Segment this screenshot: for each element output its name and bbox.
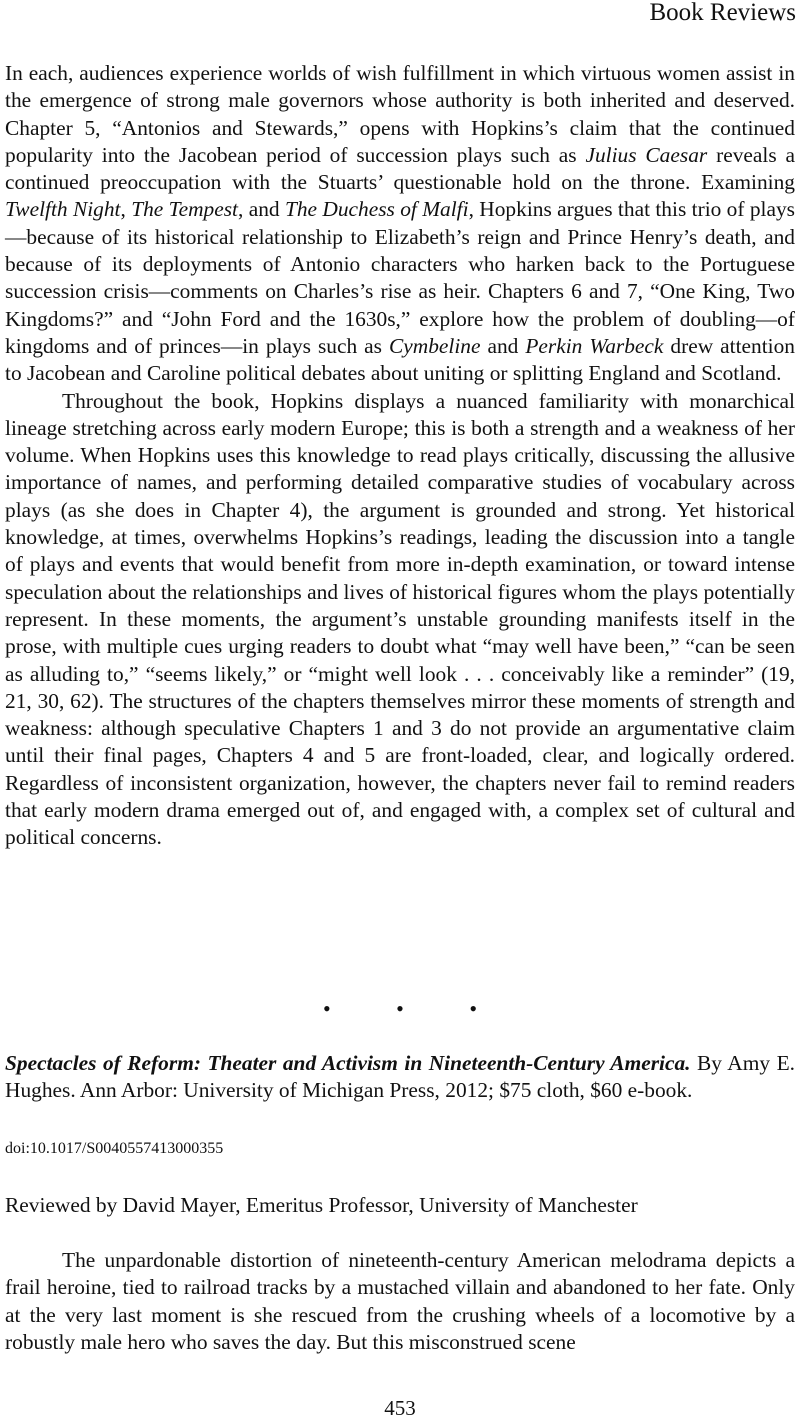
play-title: Perkin Warbeck (525, 333, 664, 358)
review1-paragraph-2: Throughout the book, Hopkins displays a nuanced familiarity with monarchical lineage stretching across early modern Europe; this is both a strength and a weakness of her volume. When Hopkins uses this knowledge to read plays critically, discussing the allusive importance of names, and performing detailed comparative studies of vocabulary across plays (as she does in Chapter 4), the argument is grounded and strong. Yet historical knowledge, at times, overwhelms Hopkins’s readings, leading the discussion into a tangle of plays and events that would benefit from more in-depth examination, or toward intense speculation about the relationships and lives of historical figures whom the plays potentially represent. In these moments, the argument’s unstable grounding manifests itself in the prose, with multiple cues urging readers to doubt what “may well have been,” “can be seen as alluding to,” “seems likely,” or “might well look . . . conceivably like a reminder” (19, 21, 30, 62). The structures of the chapters themselves mirror these moments of strength and weakness: although speculative Chapters 1 and 3 do not provide an argumentative claim until their final pages, Chapters 4 and 5 are front-loaded, clear, and logically ordered. Regardless of inconsistent organization, however, the chapters never fail to remind readers that early modern drama emerged out of, and engaged with, a complex set of cultural and political concerns. (5, 388, 795, 850)
doi: doi:10.1017/S0040557413000355 (5, 1140, 224, 1157)
reviewer-line: Reviewed by David Mayer, Emeritus Professor, University of Manchester (5, 1193, 638, 1217)
book-details: By Amy E. Hughes. Ann Arbor: University of Michigan Press, 2012; $75 cloth, $60 e-book. (5, 1051, 795, 1103)
review2-paragraph-1: The unpardonable distortion of nineteenth-century American melodrama depicts a frail heroine, tied to railroad tracks by a mustached villain and abandoned to her fate. Only at the very last moment is she rescued from the crushing wheels of a locomotive by a robustly male hero who saves the day. But this misconstrued scene (5, 1248, 795, 1354)
review1-paragraph-1: In each, audiences experience worlds of wish fulfillment in which virtuous women assist in the emergence of strong male governors whose authority is both inherited and deserved. Chapter 5, “Antonios and Stewards,” opens with Hopkins’s claim that the continued popularity into the Jacobean period of succession plays such as Julius Caesar reveals a continued preoccupation with the Stuarts’ questionable hold on the throne. Examining Twelfth Night, The Tempest, and The Duchess of Malfi, Hopkins argues that this trio of plays—because of its historical relationship to Elizabeth’s reign and Prince Henry’s death, and because of its deployments of Antonio characters who harken back to the Portuguese succession crisis—comments on Charles’s rise as heir. Chapters 6 and 7, “One King, Two Kingdoms?” and “John Ford and the 1630s,” explore how the problem of doubling—of kingdoms and of princes—in plays such as Cymbeline and Perkin Warbeck drew attention to Jacobean and Caroline political debates about uniting or splitting England and Scotland. (5, 61, 796, 386)
book-title: Spectacles of Reform: Theater and Activism in Nineteenth-Century America. (5, 1051, 691, 1075)
book-citation (5, 1050, 795, 1105)
review-body-1 (5, 60, 795, 852)
section-divider: • • • (322, 996, 508, 1021)
review-body-2 (5, 1247, 795, 1356)
play-title: Julius Caesar (585, 142, 708, 167)
play-title: The Duchess of Malfi (284, 197, 469, 222)
play-title: Cymbeline (388, 333, 481, 358)
play-title: The Tempest (131, 197, 238, 222)
play-title: Twelfth Night (5, 197, 121, 222)
running-head: Book Reviews (649, 0, 796, 26)
page-number: 453 (384, 1396, 416, 1420)
